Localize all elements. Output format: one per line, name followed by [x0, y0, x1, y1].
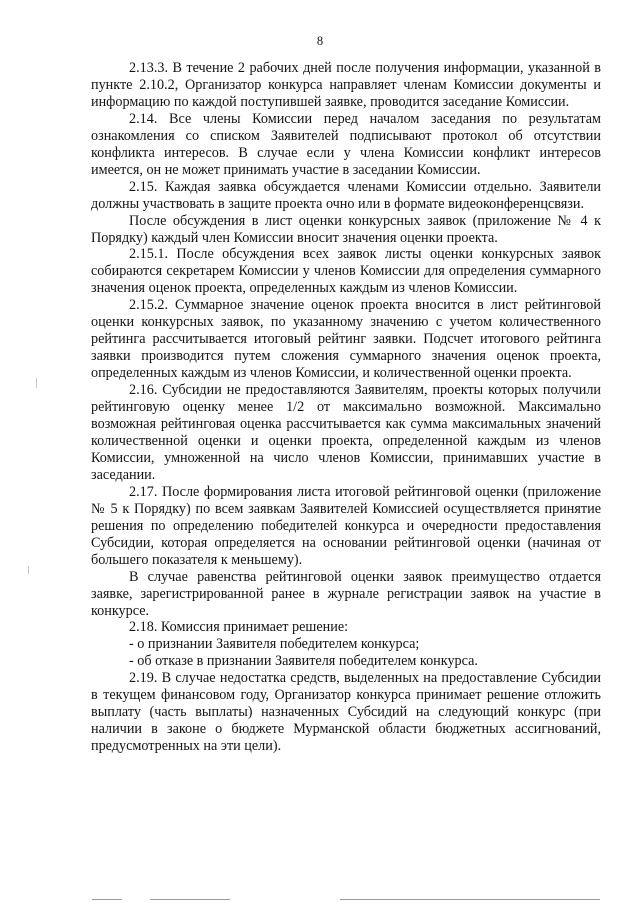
margin-mark-upper	[36, 378, 37, 388]
paragraph-2-15: 2.15. Каждая заявка обсуждается членами Комиссии отдельно. Заявители должны участвовать в защите проекта очно или в формате видеоконференцсвязи.	[91, 178, 601, 212]
paragraph-2-19: 2.19. В случае недостатка средств, выделенных на предоставление Субсидии в текущем финансовом году, Организатор конкурса принимает решение отложить выплату (часть выплаты) назначенных Субсидий на следующий конкурс (при наличии в законе о бюджете Мурманской области бюджетных ассигнований, предусмотренных на эти цели).	[91, 670, 601, 755]
paragraph-2-17-tie: В случае равенства рейтинговой оценки заявок преимущество отдается заявке, зарегистрированной ранее в журнале регистрации заявок на участие в конкурсе.	[91, 568, 601, 619]
list-item-winner: - о признании Заявителя победителем конкурса;	[129, 636, 420, 653]
paragraph-2-13-3: 2.13.3. В течение 2 рабочих дней после получения информации, указанной в пункте 2.10.2, Организатор конкурса направляет членам Комиссии документы и информацию по каждой поступившей заявке, проводится заседание Комиссии.	[91, 60, 601, 110]
page-number: 8	[316, 34, 324, 48]
paragraph-2-18: 2.18. Комиссия принимает решение:	[129, 619, 349, 636]
scan-line-right	[340, 899, 600, 900]
paragraph-2-16: 2.16. Субсидии не предоставляются Заявителям, проекты которых получили рейтинговую оценку менее 1/2 от максимально возможной. Максимально возможная рейтинговая оценка рассчитывается как сумма максимальных значений количественной оценки и оценки проекта, определенной каждым из членов Комиссии, умноженной на число членов Комиссии, принимавших участие в заседании.	[91, 382, 601, 483]
margin-mark-lower	[28, 566, 29, 574]
document-body	[91, 60, 601, 755]
list-item-refusal: - об отказе в признании Заявителя победителем конкурса.	[129, 653, 478, 670]
scan-line-center	[150, 899, 230, 900]
paragraph-2-15-discussion: После обсуждения в лист оценки конкурсных заявок (приложение № 4 к Порядку) каждый член Комиссии вносит значения оценки проекта.	[91, 212, 601, 246]
paragraph-2-17: 2.17. После формирования листа итоговой рейтинговой оценки (приложение № 5 к Порядку) по всем заявкам Заявителей Комиссией осуществляется принятие решения по определению победителей конкурса и очередности предоставления Субсидии, которая определяется на основании рейтинговой оценки (начиная от большего показателя к меньшему).	[91, 483, 601, 568]
paragraph-2-14: 2.14. Все члены Комиссии перед началом заседания по результатам ознакомления со списком Заявителей подписывают протокол об отсутствии конфликта интересов. В случае если у члена Комиссии конфликт интересов имеется, он не может принимать участие в заседании Комиссии.	[91, 110, 601, 178]
scan-line-left	[92, 899, 122, 900]
paragraph-2-15-2: 2.15.2. Суммарное значение оценок проекта вносится в лист рейтинговой оценки конкурсных заявок, по указанному значению с учетом количественного рейтинга рассчитывается итоговый рейтинг заявки. Подсчет итогового рейтинга заявки производится путем сложения суммарного значения оценок проекта, определенных каждым из членов Комиссии, и количественной оценки проекта.	[91, 297, 601, 382]
paragraph-2-15-1: 2.15.1. После обсуждения всех заявок листы оценки конкурсных заявок собираются секретарем Комиссии у членов Комиссии для определения суммарного значения оценок проекта, определенных каждым из членов Комиссии.	[91, 246, 601, 297]
